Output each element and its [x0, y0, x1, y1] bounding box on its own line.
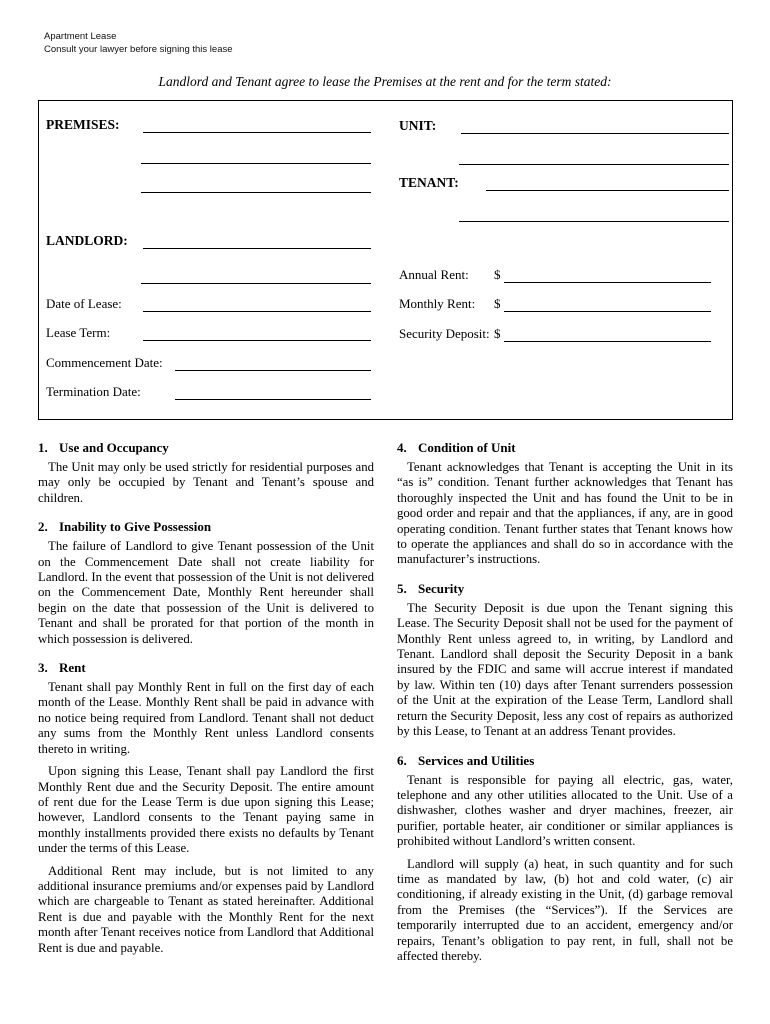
premises-line-1[interactable] [143, 118, 371, 133]
tenant-line-1[interactable] [486, 176, 729, 191]
lease-term-label: Lease Term: [46, 325, 111, 340]
commencement-date-label: Commencement Date: [46, 355, 163, 370]
date-of-lease-line[interactable] [143, 297, 371, 312]
section-number: 4. [397, 440, 407, 455]
clauses-right-column [397, 440, 733, 977]
section-number: 2. [38, 519, 48, 535]
section-paragraph: The Unit may only be used strictly for residential purposes and may only be occupied by Tenant and Tenant’s spouse and children. [38, 460, 374, 505]
security-deposit-dollar-sign: $ [494, 326, 501, 341]
section-heading [397, 581, 733, 597]
monthly-rent-row [399, 295, 711, 312]
unit-line-1[interactable] [461, 119, 729, 134]
section-heading [397, 440, 733, 456]
section-rent [38, 660, 374, 956]
intro-statement: Landlord and Tenant agree to lease the Premises at the rent and for the term stated: [158, 74, 612, 89]
doc-title: Apartment Lease [44, 31, 117, 42]
section-heading [38, 519, 374, 535]
premises-line-3[interactable] [141, 192, 371, 193]
lease-term-row [46, 324, 371, 341]
section-title: Use and Occupancy [59, 440, 169, 455]
section-number: 6. [397, 752, 407, 768]
annual-rent-dollar-sign: $ [494, 267, 501, 282]
section-security [397, 581, 733, 740]
lease-form-box [38, 100, 733, 420]
section-paragraph: Landlord will supply (a) heat, in such quantity and for such time as mandated by law, (b) hot and cold water, (c) air conditioning, if already existing in the Unit, (d) garbage removal from the Premises (the “Services”). If the Services are temporarily interrupted due to an accident, emergency and/or repairs, Tenant’s obligation to pay rent, in full, shall not be affected thereby. [397, 856, 733, 963]
security-deposit-line[interactable] [504, 327, 712, 342]
landlord-line-1[interactable] [143, 234, 371, 249]
section-heading [397, 753, 733, 769]
unit-label: UNIT: [399, 118, 437, 133]
tenant-label: TENANT: [399, 175, 459, 190]
annual-rent-row [399, 266, 711, 283]
annual-rent-label: Annual Rent: [399, 267, 469, 282]
section-paragraph: Additional Rent may include, but is not limited to any additional insurance premiums and/or expenses paid by Landlord which are chargeable to Tenant as stated hereinafter. Additional Rent is due and payable with the Monthly Rent for the next month after Tenant receives notice from Landlord that Additional Rent is due and payable. [38, 863, 374, 955]
unit-row [399, 117, 729, 134]
security-deposit-row [399, 325, 711, 342]
date-of-lease-label: Date of Lease: [46, 296, 122, 311]
section-paragraph: Tenant is responsible for paying all electric, gas, water, telephone and any other utilities allocated to the Unit. Use of a dishwasher, clothes washer and dryer machines, freezer, air purifier, portable heater, air conditioner or similar appliances is prohibited without Landlord’s written consent. [397, 772, 733, 849]
section-title: Inability to Give Possession [59, 519, 212, 535]
tenant-line-2[interactable] [459, 221, 729, 222]
section-inability-to-give-possession [38, 519, 374, 647]
lease-term-line[interactable] [143, 326, 371, 341]
section-heading [38, 660, 374, 676]
section-title: Security [418, 580, 465, 596]
commencement-date-line[interactable] [175, 356, 371, 371]
section-paragraph: The failure of Landlord to give Tenant possession of the Unit on the Commencement Date shall not create liability for Landlord. In the event that possession of the Unit is not delivered on the Commencement Date, Monthly Rent hereunder shall begin on the date that possession of the Unit is delivered to Tenant and shall be prorated for that portion of the month in which possession is delivered. [38, 539, 374, 646]
section-paragraph: Tenant acknowledges that Tenant is accepting the Unit in its “as is” condition. Tenant further acknowledges that Tenant has thoroughly inspected the Unit and has found the Unit to be in good order and repair and that the appliances, if any, are in good operating condition. Tenant further states that Tenant knows how to operate the appliances and shall do so in accordance with the manufacturer’s instructions. [397, 460, 733, 567]
clauses-left-column [38, 440, 374, 977]
section-paragraph: Tenant shall pay Monthly Rent in full on the first day of each month of the Lease. Monthly Rent shall be paid in advance with no notice being required from Landlord. Tenant shall not deduct any sums from the Monthly Rent unless Landlord consents thereto in writing. [38, 680, 374, 756]
date-of-lease-row [46, 295, 371, 312]
section-number: 3. [38, 660, 48, 676]
section-title: Services and Utilities [418, 752, 535, 768]
section-number: 5. [397, 580, 407, 596]
landlord-row [46, 232, 371, 249]
security-deposit-label: Security Deposit: [399, 326, 490, 341]
landlord-line-2[interactable] [141, 283, 371, 284]
document-header [44, 30, 233, 56]
section-use-and-occupancy [38, 440, 374, 506]
premises-row [46, 116, 371, 133]
monthly-rent-line[interactable] [504, 297, 712, 312]
unit-line-2[interactable] [459, 164, 729, 165]
tenant-row [399, 174, 729, 191]
section-title: Rent [59, 660, 86, 676]
commencement-date-row [46, 354, 371, 371]
landlord-label: LANDLORD: [46, 233, 128, 248]
premises-label: PREMISES: [46, 117, 120, 132]
section-services-and-utilities [397, 753, 733, 965]
premises-line-2[interactable] [141, 163, 371, 164]
annual-rent-line[interactable] [504, 268, 712, 283]
section-number: 1. [38, 440, 48, 455]
section-title: Condition of Unit [418, 440, 516, 455]
section-paragraph: The Security Deposit is due upon the Tenant signing this Lease. The Security Deposit shall not be used for the payment of Monthly Rent unless agreed to, in writing, by Landlord and Tenant. Landlord shall deposit the Security Deposit in a bank insured by the FDIC and same will accrue interest if mandated by law. Within ten (10) days after Tenant surrenders possession of the Unit at the expiration of the Lease Term, Landlord shall return the Security Deposit, less any cost of repairs as authorized by this Lease, to Tenant at an address Tenant provides. [397, 600, 733, 739]
section-condition-of-unit [397, 440, 733, 568]
termination-date-line[interactable] [175, 385, 371, 400]
section-paragraph: Upon signing this Lease, Tenant shall pay Landlord the first Monthly Rent due and the Security Deposit. The entire amount of rent due for the Lease Term is due upon signing this Lease; however, Landlord consents to the Tenant paying same in monthly installments provided there exists no defaults by Tenant under the terms of this Lease. [38, 764, 374, 856]
monthly-rent-dollar-sign: $ [494, 296, 501, 311]
section-heading [38, 440, 374, 456]
termination-date-row [46, 383, 371, 400]
termination-date-label: Termination Date: [46, 384, 141, 399]
monthly-rent-label: Monthly Rent: [399, 296, 476, 311]
lease-clauses [38, 440, 733, 977]
doc-subtitle: Consult your lawyer before signing this lease [44, 44, 233, 55]
